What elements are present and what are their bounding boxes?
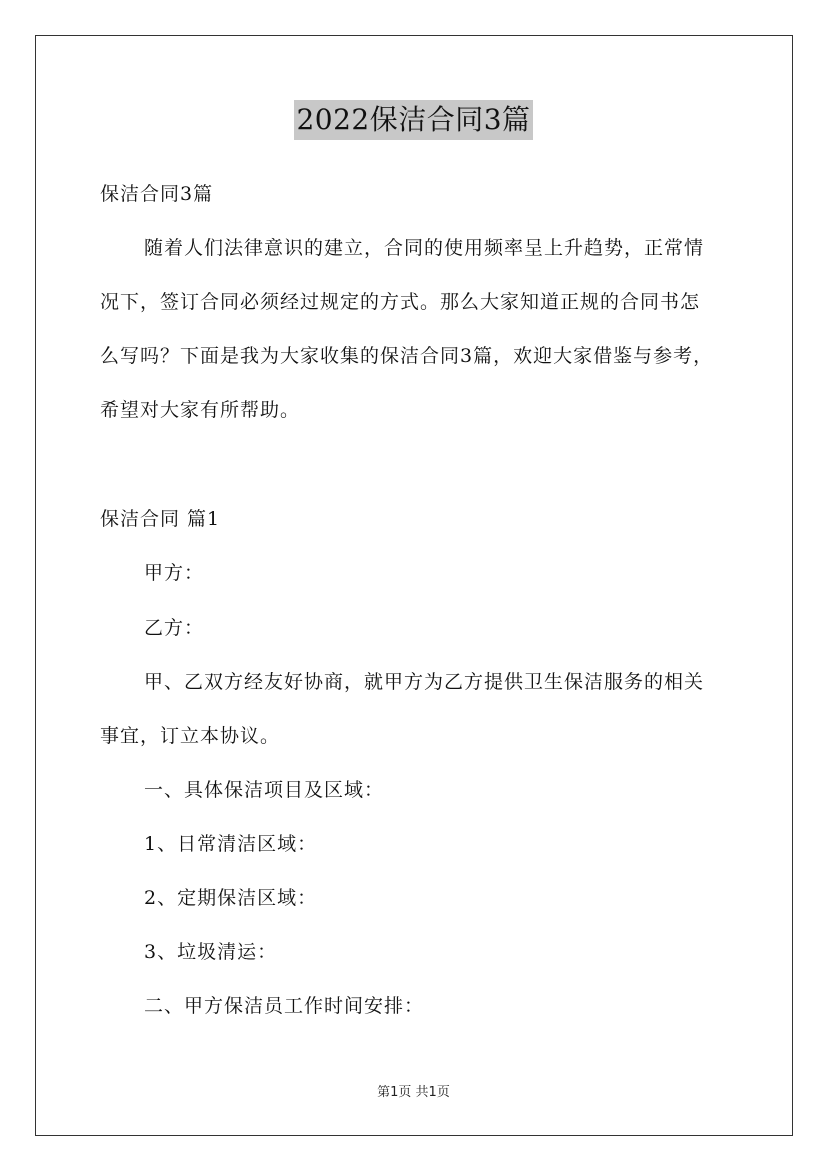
intro-line-1: 随着人们法律意识的建立，合同的使用频率呈上升趋势，正常情 <box>144 237 705 259</box>
clause-1-item-3: 3、垃圾清运： <box>144 941 278 963</box>
intro-line-2: 况下，签订合同必须经过规定的方式。那么大家知道正规的合同书怎 <box>100 291 701 313</box>
agreement-line-1: 甲、乙双方经友好协商，就甲方为乙方提供卫生保洁服务的相关 <box>144 671 705 693</box>
party-b-label: 乙方： <box>144 617 205 639</box>
clause-1-heading: 一、具体保洁项目及区域： <box>144 779 385 801</box>
title-container <box>0 100 827 140</box>
intro-line-3: 么写吗？下面是我为大家收集的保洁合同3篇，欢迎大家借鉴与参考， <box>100 345 714 367</box>
party-a-label: 甲方： <box>144 562 205 584</box>
agreement-line-2: 事宜，订立本协议。 <box>100 725 281 747</box>
clause-1-item-2: 2、定期保洁区域： <box>144 887 318 909</box>
document-title: 2022保洁合同3篇 <box>294 100 532 140</box>
intro-line-4: 希望对大家有所帮助。 <box>100 399 301 421</box>
clause-2-heading: 二、甲方保洁员工作时间安排： <box>144 995 425 1017</box>
section-heading: 保洁合同 篇1 <box>100 508 221 530</box>
page-footer: 第1页 共1页 <box>377 1085 450 1100</box>
document-subtitle: 保洁合同3篇 <box>100 183 214 205</box>
clause-1-item-1: 1、日常清洁区域： <box>144 833 318 855</box>
